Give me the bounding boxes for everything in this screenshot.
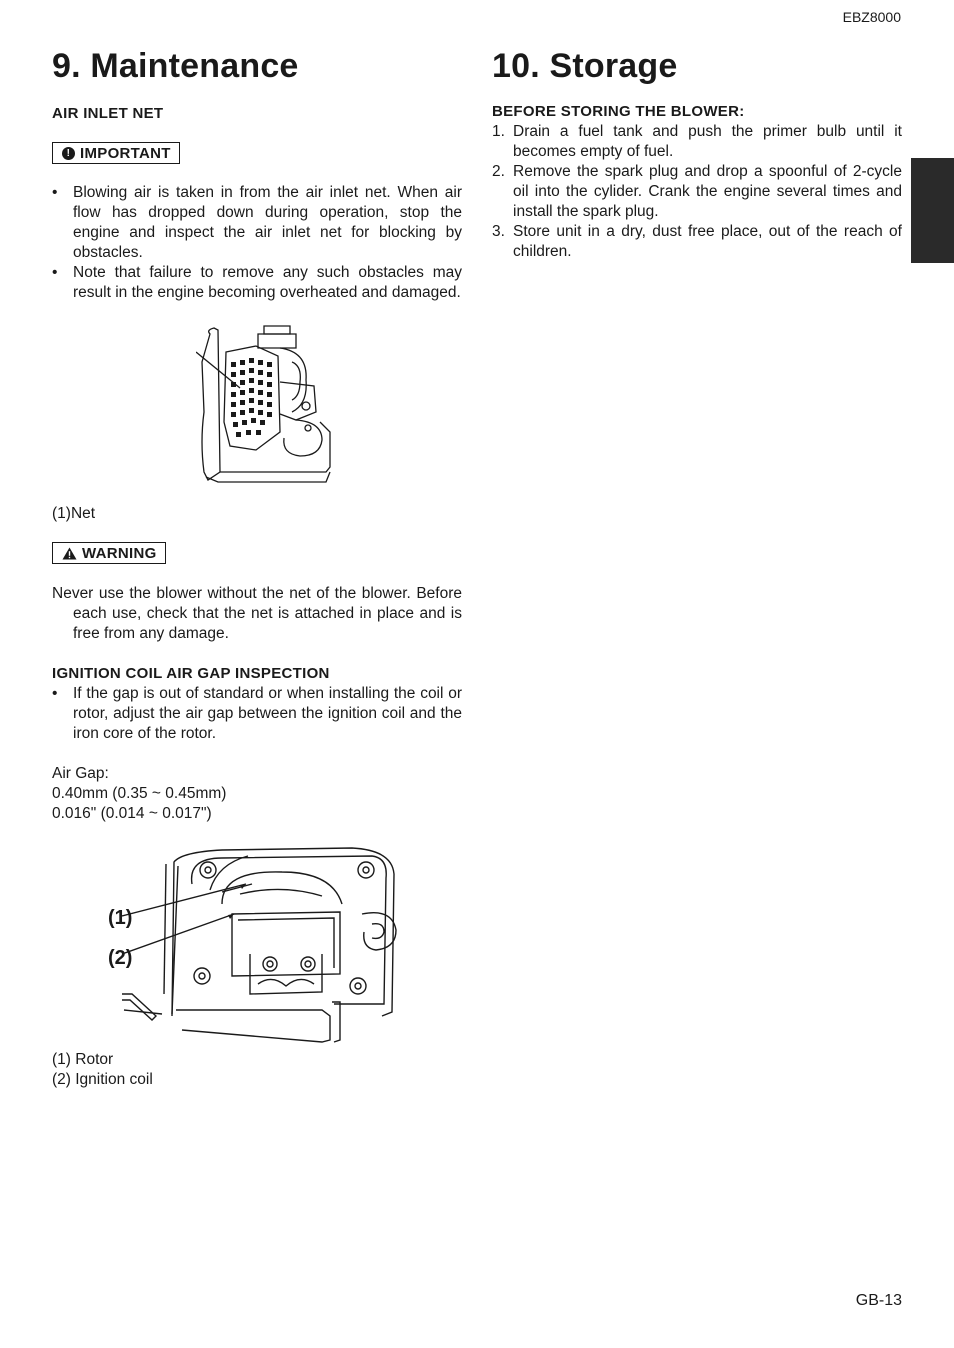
list-item: • Blowing air is taken in from the air inlet net. When air flow has dropped down during operation, stop the engine and inspect the air inlet net for blocking by obstacles. — [52, 183, 462, 263]
maintenance-title: 9. Maintenance — [52, 47, 299, 85]
list-item: 1. Drain a fuel tank and push the primer bulb until it becomes empty of fuel. — [492, 123, 902, 160]
warning-paragraph: Never use the blower without the net of the blower. Before each use, check that the net is attached in place and is free from any damage. — [52, 584, 462, 642]
storage-section — [492, 44, 902, 262]
ignition-heading: IGNITION COIL AIR GAP INSPECTION — [52, 664, 330, 682]
page-number: GB-13 — [855, 1292, 902, 1309]
section-tab-marker — [911, 158, 954, 263]
air-gap-inch: 0.016" (0.014 ~ 0.017") — [52, 804, 212, 822]
legend-ignition-coil: (2) Ignition coil — [52, 1070, 153, 1088]
blower-net-illustration — [196, 322, 346, 487]
legend-rotor: (1) Rotor — [52, 1050, 114, 1068]
warning-triangle-icon — [62, 547, 77, 560]
storage-steps — [492, 122, 902, 262]
callout-rotor: (1) — [108, 906, 133, 929]
list-item: • Note that failure to remove any such obstacles may result in the engine becoming overheated and damaged. — [52, 263, 462, 303]
callout-ignition-coil: (2) — [108, 946, 133, 969]
net-figure-caption: (1)Net — [52, 505, 96, 522]
air-gap-label: Air Gap: — [52, 764, 109, 782]
ignition-coil-figure — [52, 844, 462, 1044]
ignition-bullets — [52, 684, 462, 744]
exclamation-icon: ! — [62, 147, 75, 160]
list-item: 3. Store unit in a dry, dust free place, out of the reach of children. — [492, 223, 902, 260]
list-item: • If the gap is out of standard or when installing the coil or rotor, adjust the air gap between the ignition coil and the iron core of the rotor. — [52, 684, 462, 744]
air-inlet-heading: AIR INLET NET — [52, 105, 164, 122]
storage-title: 10. Storage — [492, 47, 678, 85]
list-item: 2. Remove the spark plug and drop a spoonful of 2-cycle oil into the cylider. Crank the engine several times and install the spark plug. — [492, 163, 902, 220]
important-text: IMPORTANT — [80, 144, 171, 162]
maintenance-section — [52, 44, 462, 1090]
warning-text-label: WARNING — [82, 544, 157, 562]
model-number: EBZ8000 — [842, 9, 901, 25]
ignition-coil-illustration — [122, 844, 412, 1044]
warning-label — [52, 542, 166, 564]
important-label — [52, 142, 180, 164]
storage-heading: BEFORE STORING THE BLOWER: — [492, 103, 745, 120]
air-gap-mm: 0.40mm (0.35 ~ 0.45mm) — [52, 784, 227, 802]
air-inlet-bullets — [52, 183, 462, 303]
